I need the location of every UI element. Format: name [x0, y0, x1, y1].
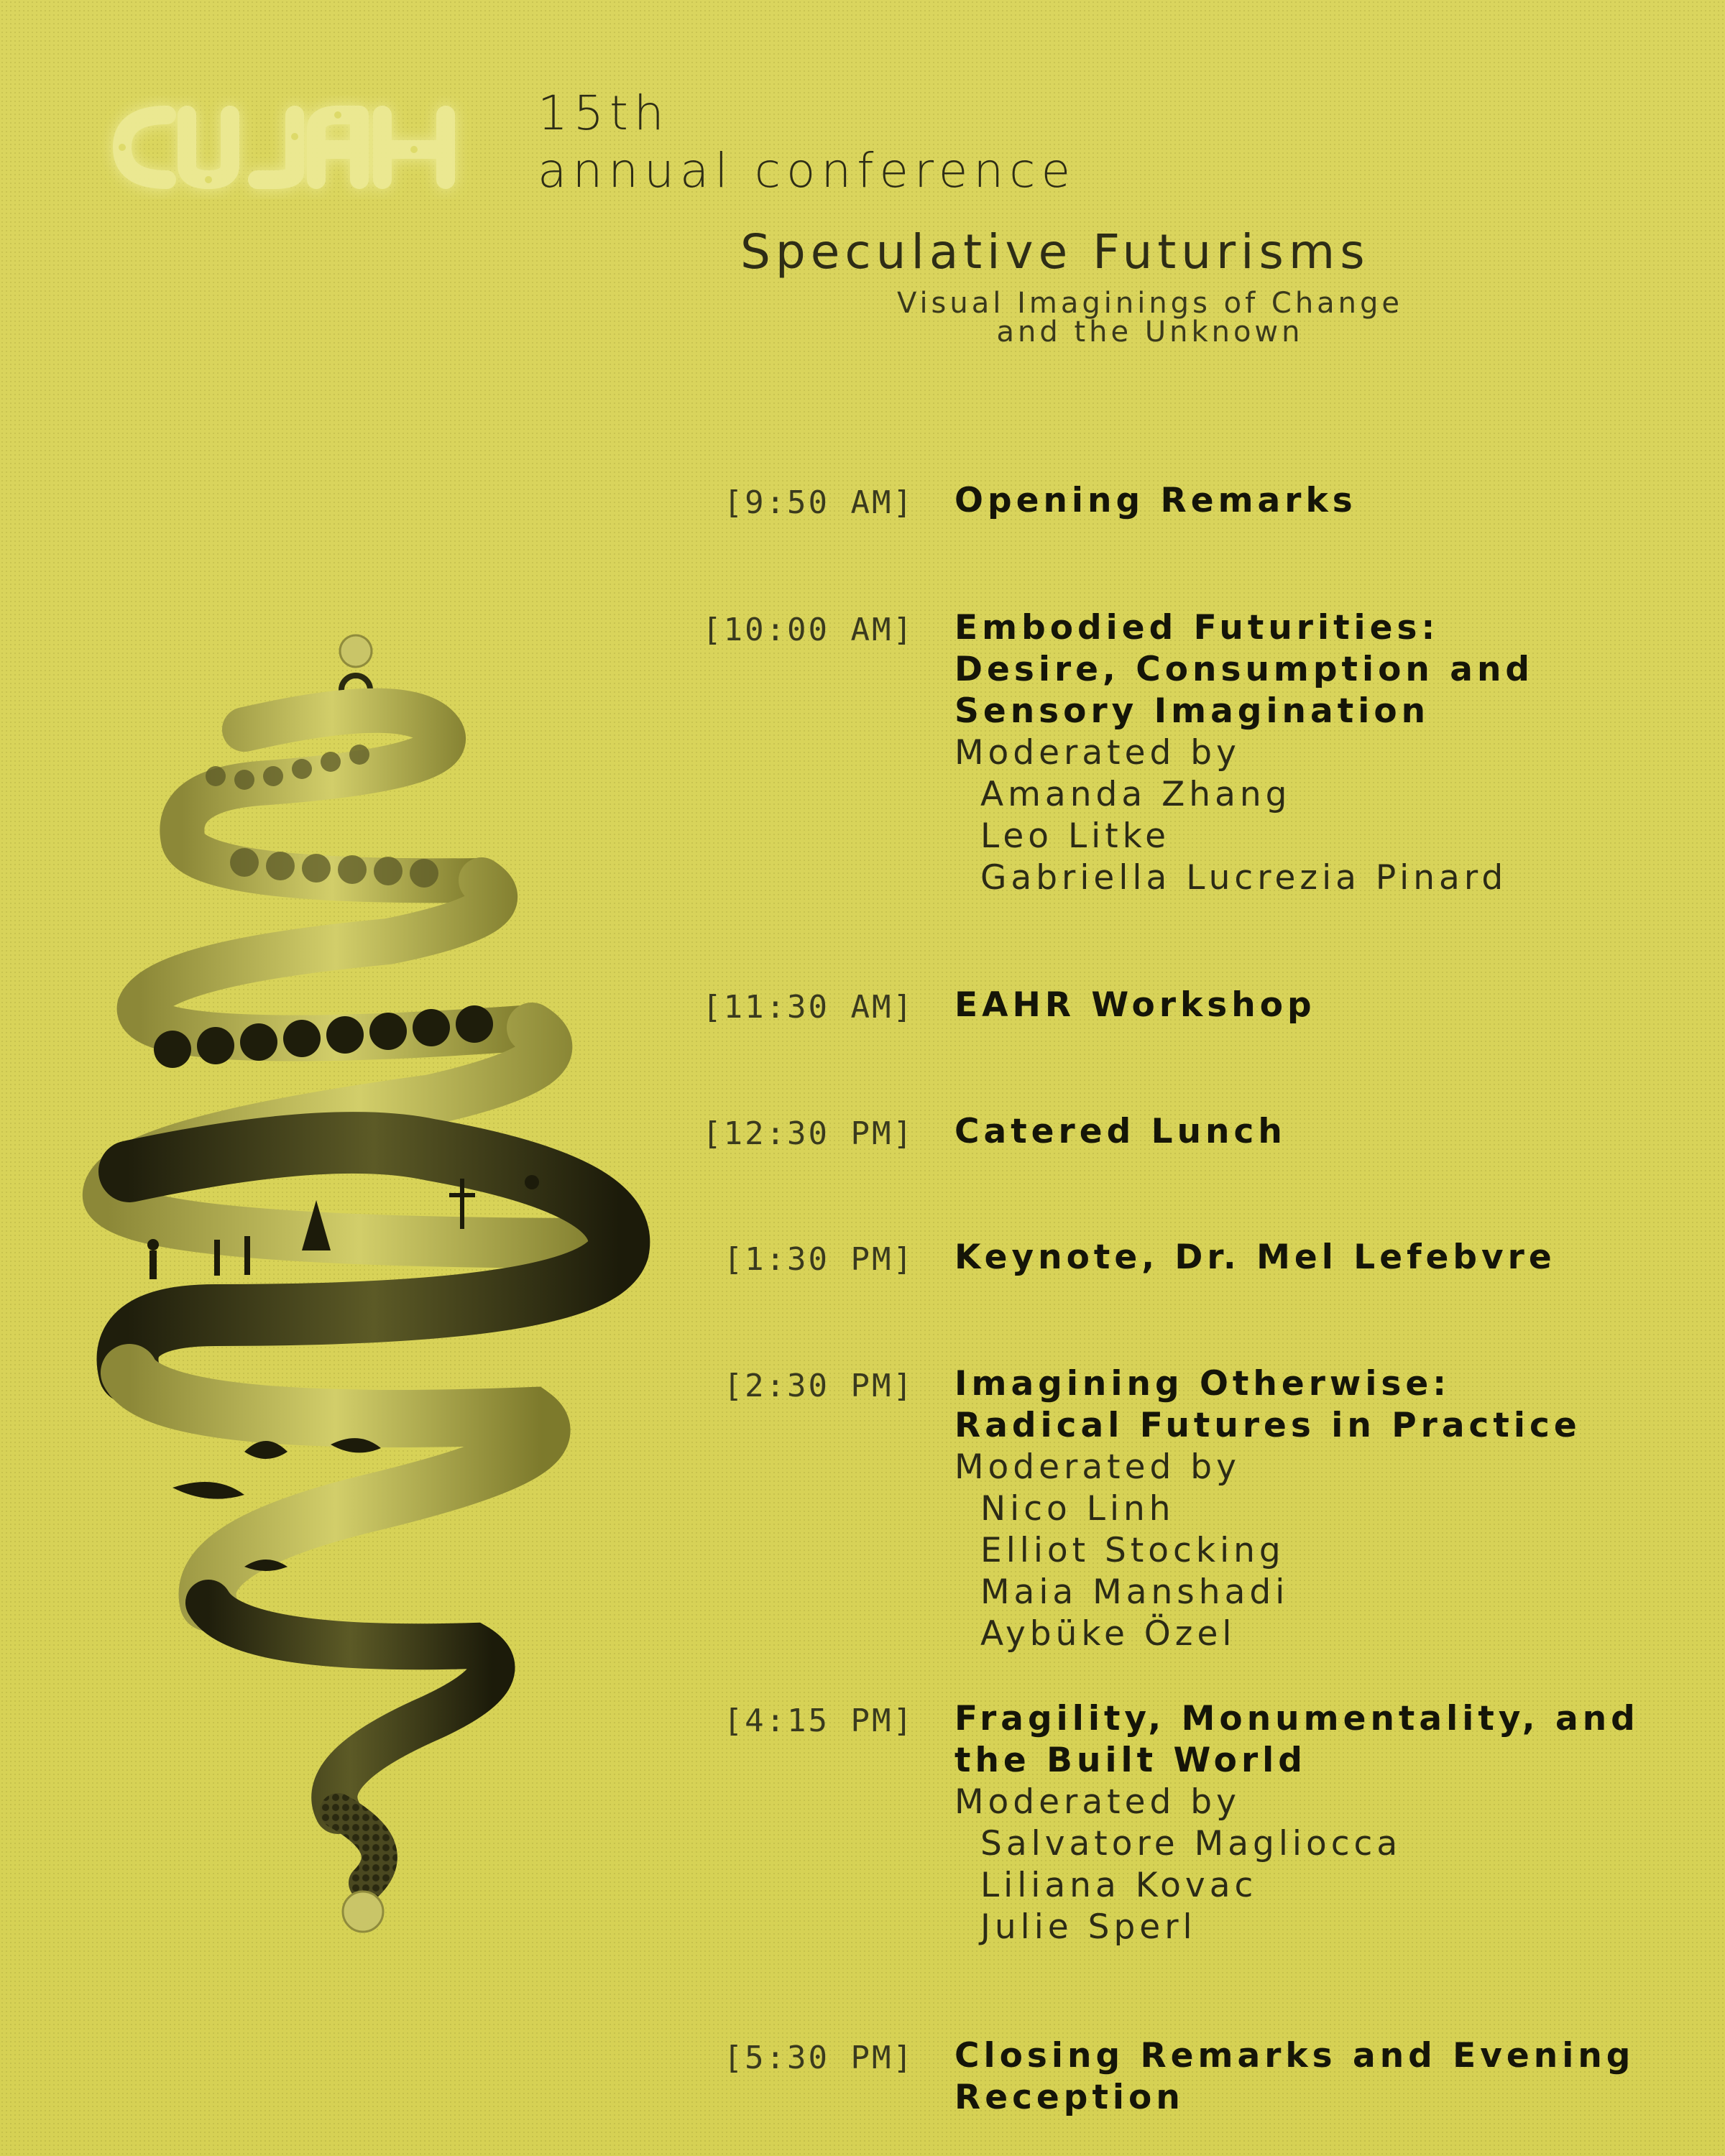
session-title-line: Desire, Consumption and: [954, 650, 1535, 689]
moderated-by-label: Moderated by: [954, 1782, 1241, 1822]
moderator-name: Gabriella Lucrezia Pinard: [980, 858, 1508, 898]
schedule-time: [1:30 PM]: [723, 1241, 914, 1278]
session-title: [954, 1363, 1716, 1447]
session-title-line: Imagining Otherwise:: [954, 1364, 1451, 1404]
moderators: [954, 732, 1716, 899]
subtitle-line-1: Visual Imaginings of Change: [896, 287, 1404, 320]
session-title: [954, 1698, 1716, 1782]
session-title-line: Closing Remarks and Evening: [954, 2036, 1635, 2076]
session-title: Opening Remarks: [954, 481, 1357, 520]
session-title-line: Embodied Futurities:: [954, 608, 1440, 648]
moderators: [954, 1447, 1716, 1655]
session-title: [954, 2035, 1716, 2119]
session-title-line: Reception: [954, 2078, 1184, 2117]
moderated-by-label: Moderated by: [954, 1447, 1241, 1487]
schedule-time: [12:30 PM]: [702, 1115, 914, 1152]
moderator-name: Liliana Kovac: [980, 1866, 1258, 1905]
schedule-time: [2:30 PM]: [723, 1368, 914, 1404]
session-title-line: Sensory Imagination: [954, 691, 1430, 731]
schedule-time: [4:15 PM]: [723, 1703, 914, 1739]
session-title: EAHR Workshop: [954, 985, 1316, 1025]
session-title-line: Radical Futures in Practice: [954, 1406, 1581, 1445]
subtitle-line-2: and the Unknown: [996, 315, 1304, 349]
schedule-time: [11:30 AM]: [702, 989, 914, 1026]
moderator-name: Aybüke Özel: [980, 1614, 1236, 1654]
edition-descriptor: annual conference: [538, 143, 1077, 198]
moderator-name: Nico Linh: [980, 1489, 1175, 1529]
session-title-line: the Built World: [954, 1741, 1307, 1780]
moderators: [954, 1782, 1716, 1948]
session-title: Keynote, Dr. Mel Lefebvre: [954, 1238, 1556, 1277]
session-title: Catered Lunch: [954, 1112, 1287, 1151]
schedule-time: [9:50 AM]: [723, 484, 914, 521]
moderator-name: Julie Sperl: [980, 1907, 1197, 1947]
moderator-name: Salvatore Magliocca: [980, 1824, 1402, 1864]
session-title-line: Fragility, Monumentality, and: [954, 1699, 1639, 1738]
schedule-time: [5:30 PM]: [723, 2040, 914, 2076]
moderator-name: Leo Litke: [980, 816, 1171, 856]
session-title: [954, 607, 1716, 732]
schedule-time: [10:00 AM]: [702, 612, 914, 648]
moderator-name: Maia Manshadi: [980, 1572, 1289, 1612]
moderator-name: Elliot Stocking: [980, 1531, 1285, 1570]
conference-title: Speculative Futurisms: [740, 224, 1370, 280]
edition-number: 15th: [538, 86, 670, 141]
moderated-by-label: Moderated by: [954, 733, 1241, 773]
moderator-name: Amanda Zhang: [980, 775, 1292, 814]
